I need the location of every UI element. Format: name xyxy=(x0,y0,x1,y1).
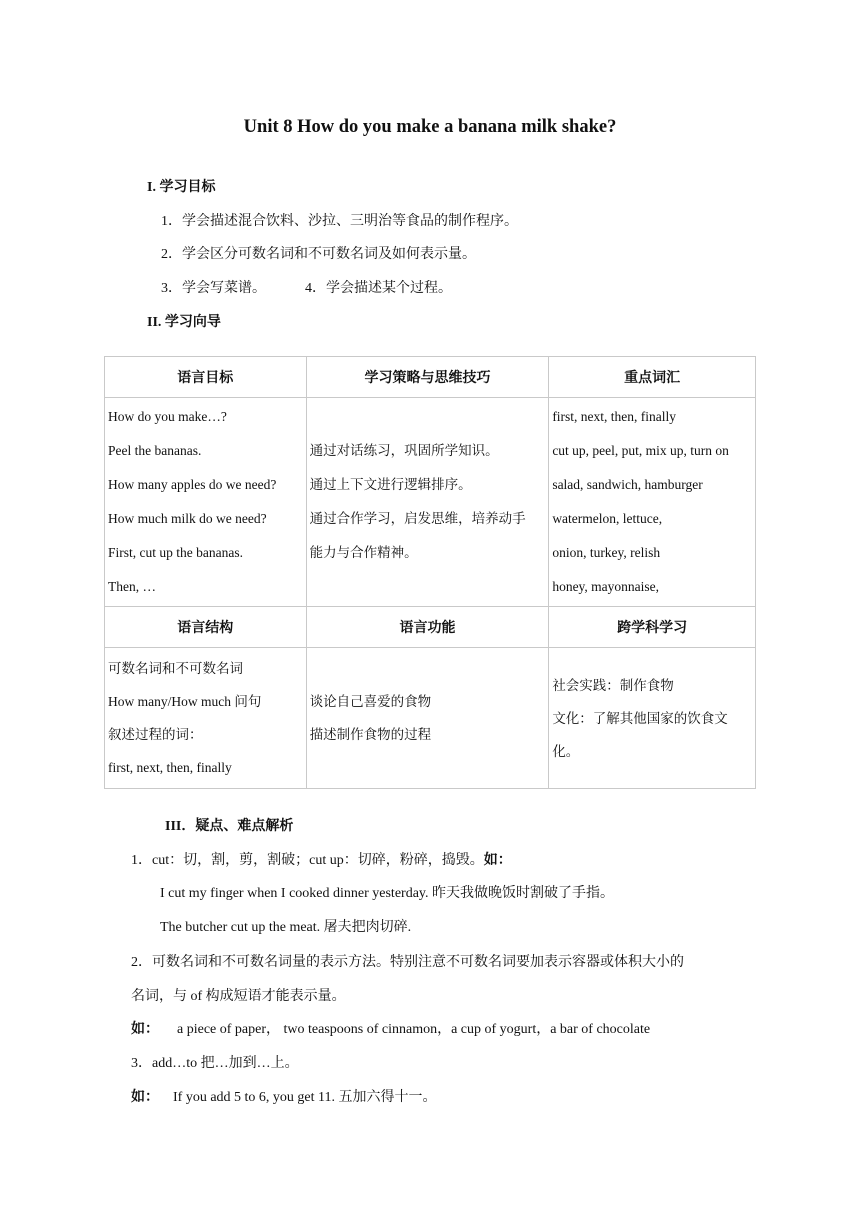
section1-heading: I. 学习目标 xyxy=(147,180,216,195)
table-cell xyxy=(306,648,549,789)
paragraph xyxy=(131,851,512,871)
cell-line: 可数名词和不可数名词 xyxy=(108,661,243,676)
section2-heading: II. 学习向导 xyxy=(147,315,221,330)
cell-line: salad, sandwich, hamburger xyxy=(552,477,703,492)
paragraph: 3．add…to 把…加到…上。 xyxy=(131,1056,299,1071)
example-label: 如： xyxy=(483,853,512,868)
table-header: 语言目标 xyxy=(105,357,307,398)
cell-line: How much milk do we need? xyxy=(108,511,267,526)
objective-item: 4．学会描述某个过程。 xyxy=(305,281,452,296)
cell-line: first, next, then, finally xyxy=(552,409,677,424)
cell-line: first, next, then, finally xyxy=(108,760,232,775)
table-header: 跨学科学习 xyxy=(549,607,756,648)
table-header: 重点词汇 xyxy=(549,357,756,398)
cell-line: 化。 xyxy=(552,743,580,759)
table-header: 语言功能 xyxy=(306,607,549,648)
example-label: 如： xyxy=(131,1022,159,1037)
study-guide-table xyxy=(104,356,756,789)
table-row xyxy=(105,648,756,789)
cell-line: 文化：了解其他国家的饮食文 xyxy=(552,710,728,726)
example-sentence: I cut my finger when I cooked dinner yesterday. 昨天我做晚饭时割破了手指。 xyxy=(160,886,614,901)
example-text: If you add 5 to 6, you get 11. 五加六得十一。 xyxy=(173,1090,437,1105)
example-line xyxy=(131,1020,650,1040)
cell-line: 描述制作食物的过程 xyxy=(309,727,432,742)
cell-line: 通过对话练习，巩固所学知识。 xyxy=(309,443,499,458)
table-header-row xyxy=(105,357,756,398)
cell-line: 通过上下文进行逻辑排序。 xyxy=(309,477,472,492)
cell-line: First, cut up the bananas. xyxy=(108,545,243,560)
table-header: 语言结构 xyxy=(105,607,307,648)
cell-line: honey, mayonnaise, xyxy=(552,579,660,594)
objective-item: 1．学会描述混合饮料、沙拉、三明治等食品的制作程序。 xyxy=(161,214,518,229)
objective-item: 2．学会区分可数名词和不可数名词及如何表示量。 xyxy=(161,247,476,262)
cell-line: 能力与合作精神。 xyxy=(309,545,418,560)
document-title: Unit 8 How do you make a banana milk shake? xyxy=(243,117,617,137)
objective-item: 3．学会写菜谱。 xyxy=(161,281,266,296)
example-sentence: The butcher cut up the meat. 屠夫把肉切碎. xyxy=(160,920,412,935)
table-cell xyxy=(306,398,549,607)
table-header: 学习策略与思维技巧 xyxy=(306,357,549,398)
table-cell xyxy=(549,648,756,789)
example-label: 如： xyxy=(131,1090,159,1105)
cell-line: watermelon, lettuce, xyxy=(552,511,663,526)
cell-line: Then, … xyxy=(108,579,156,594)
cell-line: How do you make…? xyxy=(108,409,227,424)
cell-line: 叙述过程的词： xyxy=(108,727,203,742)
table-row xyxy=(105,398,756,607)
table-header-row xyxy=(105,607,756,648)
example-text: a piece of paper， two teaspoons of cinnamon，a cup of yogurt，a bar of chocolate xyxy=(177,1022,651,1037)
paragraph: 2．可数名词和不可数名词量的表示方法。特别注意不可数名词要加表示容器或体积大小的 xyxy=(131,955,684,970)
cell-line: 谈论自己喜爱的食物 xyxy=(309,694,432,709)
table-cell xyxy=(105,398,307,607)
cell-line: cut up, peel, put, mix up, turn on xyxy=(552,443,729,458)
table-cell xyxy=(549,398,756,607)
cell-line: 通过合作学习，启发思维，培养动手 xyxy=(309,511,526,526)
cell-line: How many apples do we need? xyxy=(108,477,277,492)
cell-line: 社会实践：制作食物 xyxy=(552,677,674,693)
section3-heading: III．疑点、难点解析 xyxy=(165,819,294,834)
example-line xyxy=(131,1088,437,1108)
cell-line: onion, turkey, relish xyxy=(552,545,661,560)
paragraph-text: 1．cut：切，割，剪，割破；cut up：切碎，粉碎，捣毁。 xyxy=(131,853,484,868)
cell-line: How many/How much 问句 xyxy=(108,694,262,709)
paragraph: 名词，与 of 构成短语才能表示量。 xyxy=(131,989,346,1004)
table-cell xyxy=(105,648,307,789)
cell-line: Peel the bananas. xyxy=(108,443,202,458)
